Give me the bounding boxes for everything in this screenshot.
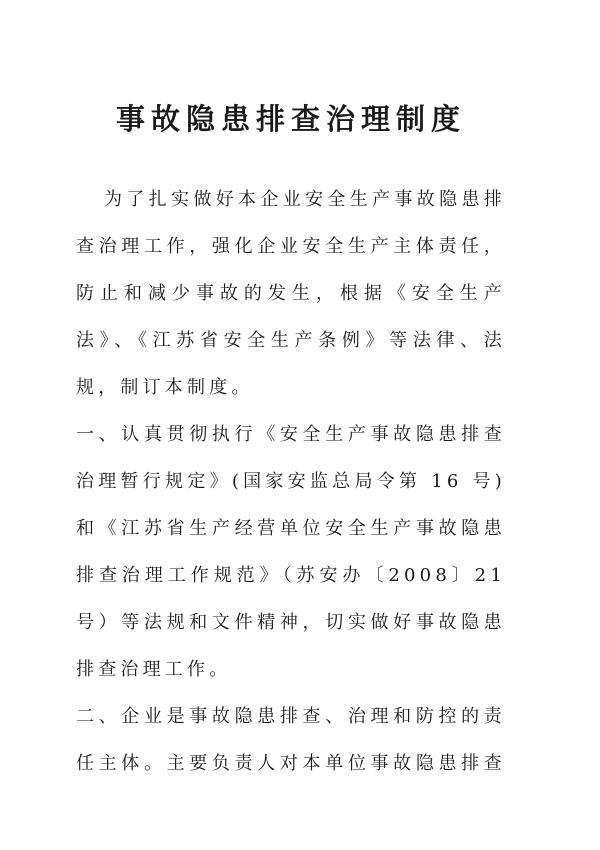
paragraph-intro: 为了扎实做好本企业安全生产事故隐患排查治理工作，强化企业安全生产主体责任，防止和减少事故的发生，根据《安全生产法》、《江苏省安全生产条例》等法律、法规，制订本制度。 [76,189,506,398]
paragraph-item-2: 二、企业是事故隐患排查、治理和防控的责任主体。主要负责人对本单位事故隐患排查 [76,706,506,774]
document-body [76,176,506,787]
paragraph-item-1: 一、认真贯彻执行《安全生产事故隐患排查治理暂行规定》(国家安监总局令第 16 号)和《江苏省生产经营单位安全生产事故隐患排查治理工作规范》（苏安办〔2008〕21 号）等法规和文件精神，切实做好事故隐患排查治理工作。 [76,424,506,680]
document-title: 事故隐患排查治理制度 [115,102,466,136]
